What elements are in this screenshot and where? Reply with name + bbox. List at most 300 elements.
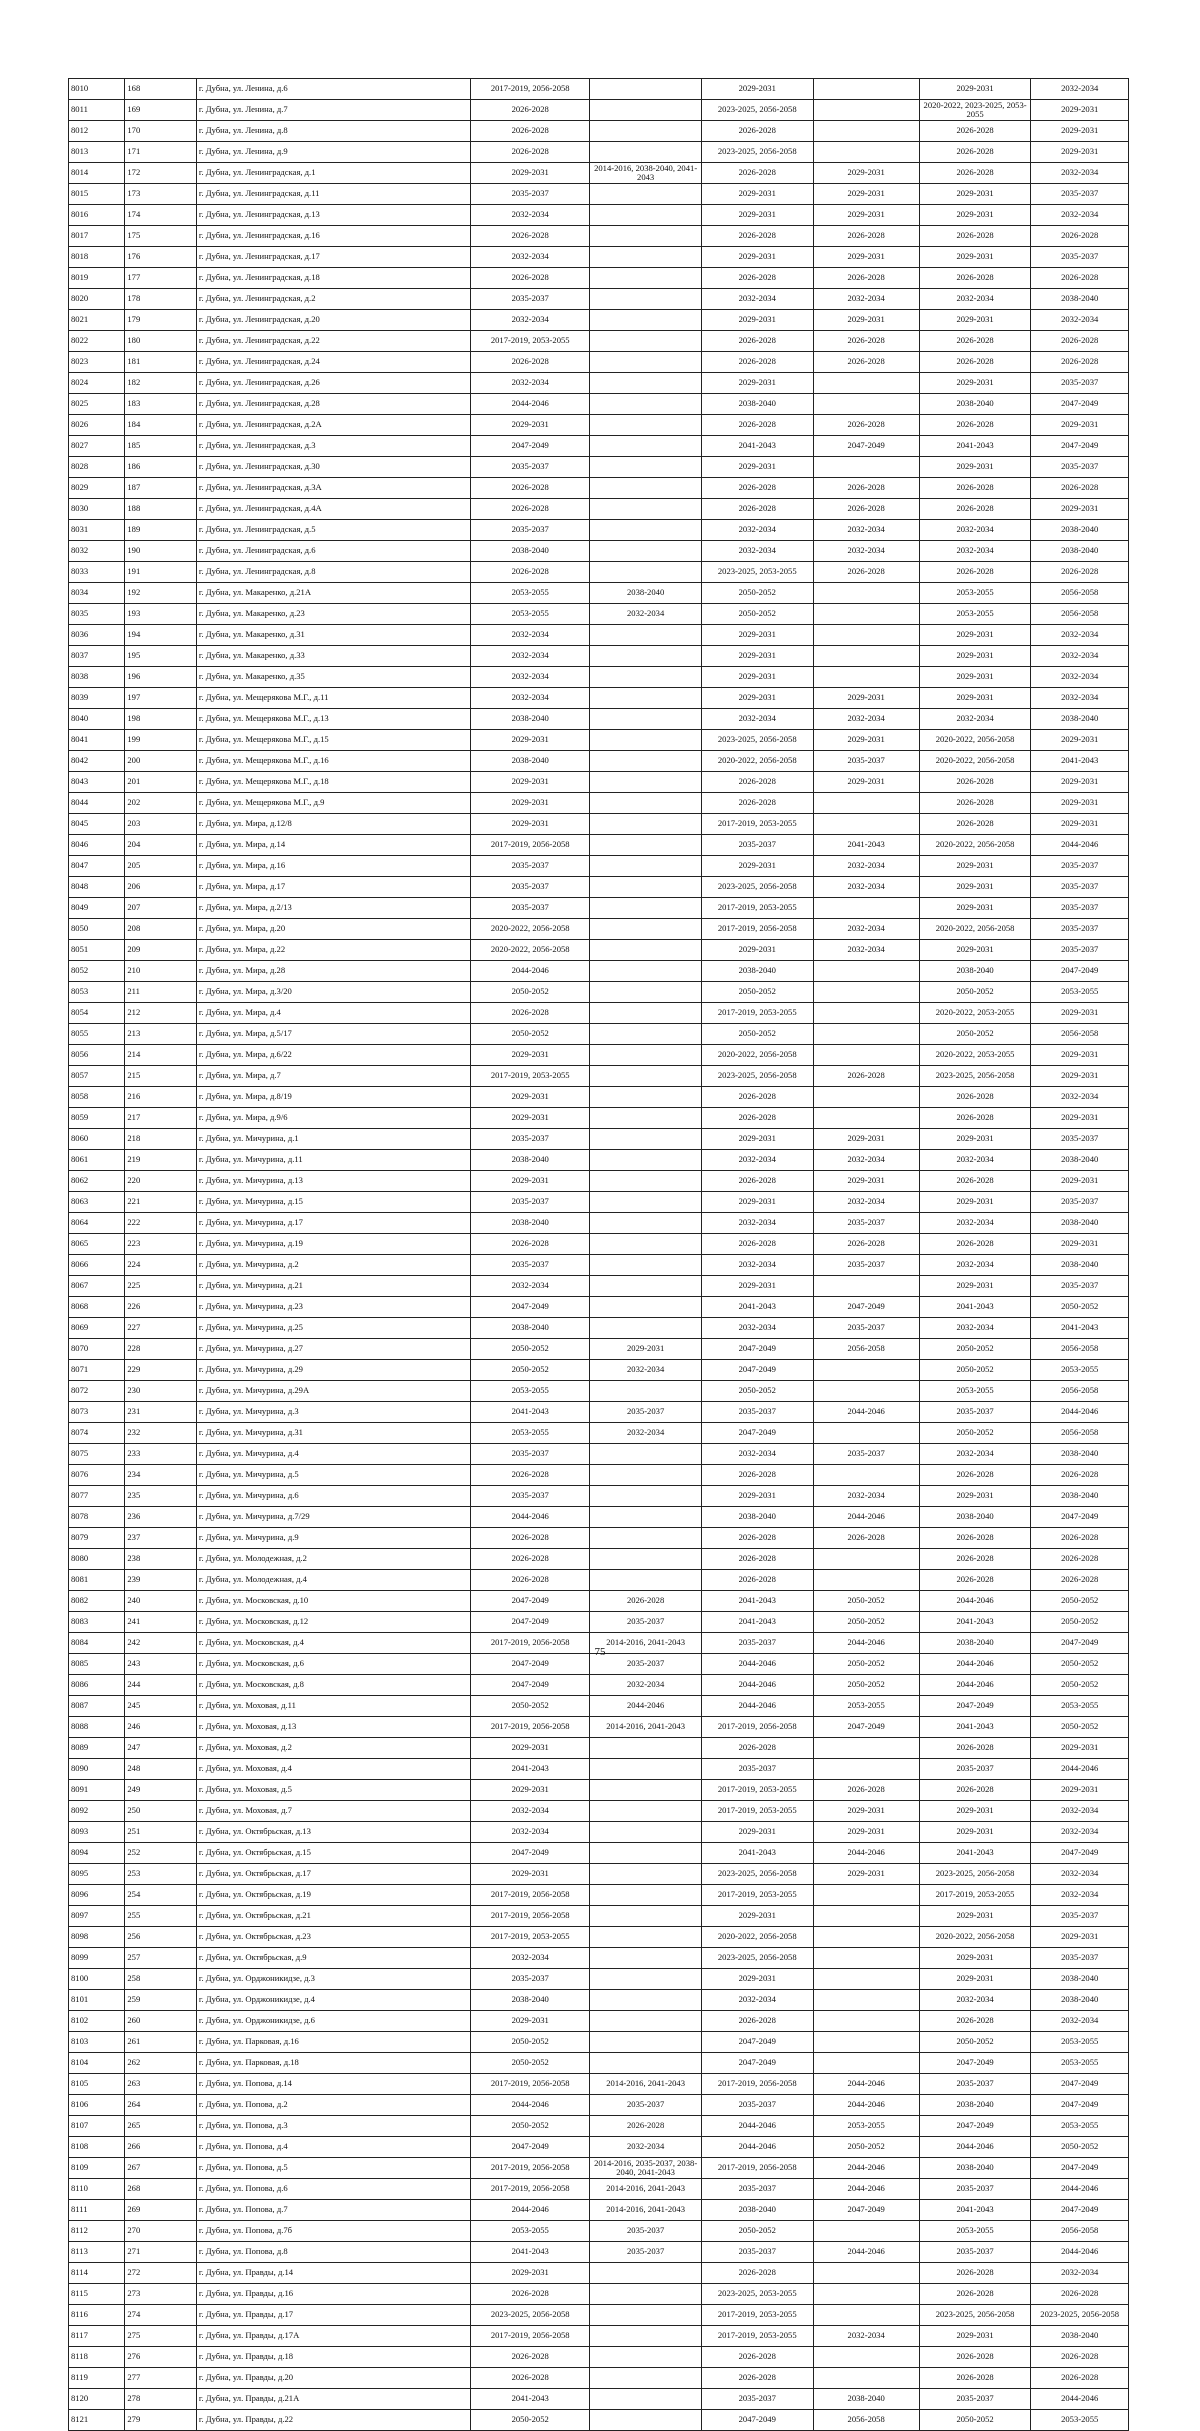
- period-cell-1: 2047-2049: [471, 1654, 590, 1675]
- period-cell-6: 2050-2052: [1031, 1591, 1129, 1612]
- row-id-cell: 8054: [69, 1003, 125, 1024]
- period-cell-3: 2026-2028: [701, 352, 813, 373]
- address-cell: г. Дубна, ул. Ленинградская, д.4А: [196, 499, 470, 520]
- period-cell-5: 2029-2031: [919, 1192, 1031, 1213]
- number-cell: 205: [125, 856, 197, 877]
- period-cell-3: 2035-2037: [701, 2389, 813, 2410]
- period-cell-4: 2026-2028: [813, 1066, 919, 1087]
- number-cell: 187: [125, 478, 197, 499]
- period-cell-3: 2029-2031: [701, 688, 813, 709]
- period-cell-3: 2026-2028: [701, 331, 813, 352]
- address-cell: г. Дубна, ул. Ленинградская, д.20: [196, 310, 470, 331]
- period-cell-5: 2029-2031: [919, 667, 1031, 688]
- period-cell-3: 2029-2031: [701, 1486, 813, 1507]
- period-cell-2: [590, 667, 702, 688]
- period-cell-3: 2029-2031: [701, 667, 813, 688]
- period-cell-3: 2041-2043: [701, 1297, 813, 1318]
- period-cell-5: 2026-2028: [919, 226, 1031, 247]
- number-cell: 192: [125, 583, 197, 604]
- row-id-cell: 8020: [69, 289, 125, 310]
- period-cell-4: 2044-2046: [813, 1843, 919, 1864]
- number-cell: 186: [125, 457, 197, 478]
- period-cell-5: 2050-2052: [919, 982, 1031, 1003]
- period-cell-2: [590, 709, 702, 730]
- address-cell: г. Дубна, ул. Ленина, д.6: [196, 79, 470, 100]
- address-cell: г. Дубна, ул. Ленинградская, д.18: [196, 268, 470, 289]
- period-cell-5: 2020-2022, 2056-2058: [919, 1927, 1031, 1948]
- period-cell-1: 2044-2046: [471, 1507, 590, 1528]
- period-cell-1: 2035-2037: [471, 457, 590, 478]
- table-row: [69, 709, 1129, 730]
- period-cell-1: 2044-2046: [471, 394, 590, 415]
- period-cell-6: 2026-2028: [1031, 1528, 1129, 1549]
- period-cell-6: 2026-2028: [1031, 352, 1129, 373]
- period-cell-1: 2026-2028: [471, 1234, 590, 1255]
- period-cell-4: 2047-2049: [813, 436, 919, 457]
- period-cell-2: [590, 1003, 702, 1024]
- period-cell-6: 2038-2040: [1031, 541, 1129, 562]
- table-row: [69, 2263, 1129, 2284]
- table-row: [69, 1003, 1129, 1024]
- row-id-cell: 8059: [69, 1108, 125, 1129]
- period-cell-4: [813, 1087, 919, 1108]
- row-id-cell: 8026: [69, 415, 125, 436]
- period-cell-6: 2032-2034: [1031, 1822, 1129, 1843]
- table-row: [69, 2095, 1129, 2116]
- period-cell-1: 2035-2037: [471, 184, 590, 205]
- row-id-cell: 8042: [69, 751, 125, 772]
- period-cell-4: 2035-2037: [813, 751, 919, 772]
- period-cell-3: 2026-2028: [701, 268, 813, 289]
- period-cell-5: 2029-2031: [919, 1906, 1031, 1927]
- number-cell: 188: [125, 499, 197, 520]
- period-cell-5: 2020-2022, 2056-2058: [919, 751, 1031, 772]
- table-row: [69, 961, 1129, 982]
- period-cell-6: 2038-2040: [1031, 1213, 1129, 1234]
- table-row: [69, 289, 1129, 310]
- period-cell-1: 2050-2052: [471, 2032, 590, 2053]
- number-cell: 240: [125, 1591, 197, 1612]
- row-id-cell: 8078: [69, 1507, 125, 1528]
- period-cell-5: 2029-2031: [919, 1276, 1031, 1297]
- table-row: [69, 1843, 1129, 1864]
- period-cell-5: 2026-2028: [919, 1528, 1031, 1549]
- period-cell-2: [590, 2368, 702, 2389]
- row-id-cell: 8074: [69, 1423, 125, 1444]
- period-cell-5: 2029-2031: [919, 1969, 1031, 1990]
- address-cell: г. Дубна, ул. Ленинградская, д.6: [196, 541, 470, 562]
- row-id-cell: 8099: [69, 1948, 125, 1969]
- number-cell: 225: [125, 1276, 197, 1297]
- address-cell: г. Дубна, ул. Мира, д.3/20: [196, 982, 470, 1003]
- address-cell: г. Дубна, ул. Моховая, д.13: [196, 1717, 470, 1738]
- period-cell-2: [590, 310, 702, 331]
- row-id-cell: 8077: [69, 1486, 125, 1507]
- table-row: [69, 1885, 1129, 1906]
- table-row: [69, 1990, 1129, 2011]
- row-id-cell: 8071: [69, 1360, 125, 1381]
- period-cell-3: 2017-2019, 2053-2055: [701, 898, 813, 919]
- period-cell-3: 2017-2019, 2056-2058: [701, 2158, 813, 2179]
- number-cell: 197: [125, 688, 197, 709]
- address-cell: г. Дубна, ул. Макаренко, д.31: [196, 625, 470, 646]
- period-cell-4: [813, 2032, 919, 2053]
- table-row: [69, 1066, 1129, 1087]
- period-cell-3: 2044-2046: [701, 2137, 813, 2158]
- period-cell-6: 2038-2040: [1031, 1255, 1129, 1276]
- period-cell-3: 2038-2040: [701, 394, 813, 415]
- row-id-cell: 8120: [69, 2389, 125, 2410]
- period-cell-1: 2026-2028: [471, 1528, 590, 1549]
- number-cell: 232: [125, 1423, 197, 1444]
- number-cell: 248: [125, 1759, 197, 1780]
- period-cell-2: [590, 730, 702, 751]
- period-cell-6: 2047-2049: [1031, 1633, 1129, 1654]
- number-cell: 212: [125, 1003, 197, 1024]
- table-row: [69, 457, 1129, 478]
- address-cell: г. Дубна, ул. Молодежная, д.4: [196, 1570, 470, 1591]
- number-cell: 268: [125, 2179, 197, 2200]
- table-row: [69, 1822, 1129, 1843]
- table-row: [69, 1402, 1129, 1423]
- period-cell-6: 2044-2046: [1031, 2179, 1129, 2200]
- period-cell-6: 2026-2028: [1031, 2347, 1129, 2368]
- period-cell-4: [813, 2263, 919, 2284]
- address-cell: г. Дубна, ул. Мичурина, д.15: [196, 1192, 470, 1213]
- address-cell: г. Дубна, ул. Московская, д.6: [196, 1654, 470, 1675]
- period-cell-5: 2032-2034: [919, 520, 1031, 541]
- period-cell-6: 2029-2031: [1031, 730, 1129, 751]
- period-cell-4: 2029-2031: [813, 247, 919, 268]
- period-cell-3: 2050-2052: [701, 2221, 813, 2242]
- table-row: [69, 331, 1129, 352]
- period-cell-3: 2023-2025, 2056-2058: [701, 730, 813, 751]
- period-cell-3: 2041-2043: [701, 1843, 813, 1864]
- row-id-cell: 8106: [69, 2095, 125, 2116]
- period-cell-4: [813, 2347, 919, 2368]
- address-cell: г. Дубна, ул. Мичурина, д.25: [196, 1318, 470, 1339]
- period-cell-1: 2029-2031: [471, 772, 590, 793]
- period-cell-1: 2026-2028: [471, 2368, 590, 2389]
- address-cell: г. Дубна, ул. Мещерякова М.Г., д.15: [196, 730, 470, 751]
- period-cell-2: [590, 940, 702, 961]
- period-cell-1: 2035-2037: [471, 877, 590, 898]
- number-cell: 184: [125, 415, 197, 436]
- period-cell-1: 2032-2034: [471, 205, 590, 226]
- period-cell-6: 2029-2031: [1031, 100, 1129, 121]
- period-cell-3: 2047-2049: [701, 2032, 813, 2053]
- period-cell-5: 2044-2046: [919, 1591, 1031, 1612]
- row-id-cell: 8104: [69, 2053, 125, 2074]
- period-cell-3: 2044-2046: [701, 1675, 813, 1696]
- table-row: [69, 2347, 1129, 2368]
- period-cell-6: 2044-2046: [1031, 1402, 1129, 1423]
- period-cell-4: 2026-2028: [813, 562, 919, 583]
- row-id-cell: 8103: [69, 2032, 125, 2053]
- period-cell-6: 2038-2040: [1031, 2326, 1129, 2347]
- row-id-cell: 8066: [69, 1255, 125, 1276]
- period-cell-2: [590, 877, 702, 898]
- table-row: [69, 1381, 1129, 1402]
- period-cell-5: 2026-2028: [919, 1087, 1031, 1108]
- period-cell-5: 2035-2037: [919, 2242, 1031, 2263]
- address-cell: г. Дубна, ул. Правды, д.17: [196, 2305, 470, 2326]
- period-cell-4: [813, 814, 919, 835]
- period-cell-1: 2017-2019, 2056-2058: [471, 1633, 590, 1654]
- period-cell-4: 2029-2031: [813, 1801, 919, 1822]
- table-row: [69, 1339, 1129, 1360]
- period-cell-2: [590, 499, 702, 520]
- table-row: [69, 856, 1129, 877]
- period-cell-4: [813, 1360, 919, 1381]
- period-cell-3: 2023-2025, 2056-2058: [701, 100, 813, 121]
- period-cell-6: 2035-2037: [1031, 247, 1129, 268]
- period-cell-1: 2038-2040: [471, 1213, 590, 1234]
- period-cell-1: 2032-2034: [471, 1948, 590, 1969]
- address-cell: г. Дубна, ул. Мичурина, д.31: [196, 1423, 470, 1444]
- table-row: [69, 1864, 1129, 1885]
- address-cell: г. Дубна, ул. Мира, д.8/19: [196, 1087, 470, 1108]
- period-cell-1: 2029-2031: [471, 2263, 590, 2284]
- row-id-cell: 8010: [69, 79, 125, 100]
- number-cell: 200: [125, 751, 197, 772]
- period-cell-1: 2035-2037: [471, 1969, 590, 1990]
- row-id-cell: 8085: [69, 1654, 125, 1675]
- period-cell-1: 2017-2019, 2053-2055: [471, 1927, 590, 1948]
- address-cell: г. Дубна, ул. Попова, д.4: [196, 2137, 470, 2158]
- period-cell-2: [590, 1444, 702, 1465]
- row-id-cell: 8048: [69, 877, 125, 898]
- row-id-cell: 8044: [69, 793, 125, 814]
- period-cell-4: [813, 1990, 919, 2011]
- row-id-cell: 8073: [69, 1402, 125, 1423]
- period-cell-5: 2026-2028: [919, 1234, 1031, 1255]
- table-row: [69, 2200, 1129, 2221]
- row-id-cell: 8089: [69, 1738, 125, 1759]
- period-cell-1: 2029-2031: [471, 814, 590, 835]
- period-cell-4: [813, 100, 919, 121]
- period-cell-1: 2032-2034: [471, 310, 590, 331]
- period-cell-2: 2014-2016, 2041-2043: [590, 1717, 702, 1738]
- address-cell: г. Дубна, ул. Мичурина, д.29А: [196, 1381, 470, 1402]
- period-cell-5: 2023-2025, 2056-2058: [919, 2305, 1031, 2326]
- period-cell-4: 2032-2034: [813, 919, 919, 940]
- number-cell: 271: [125, 2242, 197, 2263]
- table-row: [69, 1255, 1129, 1276]
- period-cell-5: 2026-2028: [919, 2263, 1031, 2284]
- period-cell-4: [813, 1423, 919, 1444]
- period-cell-6: 2050-2052: [1031, 1612, 1129, 1633]
- period-cell-4: 2032-2034: [813, 2326, 919, 2347]
- table-row: [69, 163, 1129, 184]
- period-cell-3: 2026-2028: [701, 2347, 813, 2368]
- row-id-cell: 8070: [69, 1339, 125, 1360]
- number-cell: 189: [125, 520, 197, 541]
- period-cell-2: [590, 121, 702, 142]
- table-row: [69, 1759, 1129, 1780]
- row-id-cell: 8083: [69, 1612, 125, 1633]
- number-cell: 266: [125, 2137, 197, 2158]
- period-cell-1: 2038-2040: [471, 709, 590, 730]
- period-cell-6: 2044-2046: [1031, 2389, 1129, 2410]
- table-row: [69, 2326, 1129, 2347]
- period-cell-5: 2038-2040: [919, 1507, 1031, 1528]
- period-cell-5: 2029-2031: [919, 625, 1031, 646]
- period-cell-2: [590, 1990, 702, 2011]
- table-row: [69, 1276, 1129, 1297]
- period-cell-2: [590, 520, 702, 541]
- period-cell-4: 2029-2031: [813, 1171, 919, 1192]
- period-cell-5: 2026-2028: [919, 1171, 1031, 1192]
- row-id-cell: 8090: [69, 1759, 125, 1780]
- period-cell-5: 2029-2031: [919, 1948, 1031, 1969]
- period-cell-5: 2026-2028: [919, 793, 1031, 814]
- period-cell-6: 2032-2034: [1031, 1087, 1129, 1108]
- number-cell: 261: [125, 2032, 197, 2053]
- table-row: [69, 646, 1129, 667]
- table-row: [69, 478, 1129, 499]
- address-cell: г. Дубна, ул. Мира, д.17: [196, 877, 470, 898]
- number-cell: 278: [125, 2389, 197, 2410]
- number-cell: 178: [125, 289, 197, 310]
- address-cell: г. Дубна, ул. Попова, д.6: [196, 2179, 470, 2200]
- period-cell-1: 2041-2043: [471, 1759, 590, 1780]
- table-row: [69, 835, 1129, 856]
- period-cell-4: 2032-2034: [813, 289, 919, 310]
- table-row: [69, 604, 1129, 625]
- address-cell: г. Дубна, ул. Мира, д.20: [196, 919, 470, 940]
- period-cell-4: 2032-2034: [813, 541, 919, 562]
- period-cell-4: 2044-2046: [813, 1402, 919, 1423]
- period-cell-3: 2035-2037: [701, 1633, 813, 1654]
- period-cell-6: 2056-2058: [1031, 2221, 1129, 2242]
- period-cell-4: [813, 1003, 919, 1024]
- period-cell-3: 2020-2022, 2056-2058: [701, 1927, 813, 1948]
- period-cell-4: [813, 1024, 919, 1045]
- period-cell-1: 2044-2046: [471, 2200, 590, 2221]
- table-row: [69, 2410, 1129, 2431]
- row-id-cell: 8109: [69, 2158, 125, 2179]
- period-cell-4: [813, 1465, 919, 1486]
- period-cell-2: [590, 79, 702, 100]
- table-row: [69, 2179, 1129, 2200]
- period-cell-6: 2032-2034: [1031, 310, 1129, 331]
- period-cell-5: 2026-2028: [919, 814, 1031, 835]
- period-cell-4: 2050-2052: [813, 1675, 919, 1696]
- period-cell-2: 2029-2031: [590, 1339, 702, 1360]
- number-cell: 230: [125, 1381, 197, 1402]
- period-cell-2: [590, 1297, 702, 1318]
- address-cell: г. Дубна, ул. Ленинградская, д.16: [196, 226, 470, 247]
- period-cell-3: 2026-2028: [701, 1528, 813, 1549]
- row-id-cell: 8015: [69, 184, 125, 205]
- number-cell: 260: [125, 2011, 197, 2032]
- period-cell-6: 2026-2028: [1031, 331, 1129, 352]
- period-cell-5: 2044-2046: [919, 2137, 1031, 2158]
- period-cell-5: 2026-2028: [919, 268, 1031, 289]
- number-cell: 229: [125, 1360, 197, 1381]
- period-cell-4: [813, 1759, 919, 1780]
- address-cell: г. Дубна, ул. Мичурина, д.3: [196, 1402, 470, 1423]
- period-cell-3: 2029-2031: [701, 1276, 813, 1297]
- period-cell-1: 2029-2031: [471, 1738, 590, 1759]
- period-cell-6: 2023-2025, 2056-2058: [1031, 2305, 1129, 2326]
- period-cell-4: 2044-2046: [813, 2158, 919, 2179]
- period-cell-5: 2032-2034: [919, 289, 1031, 310]
- row-id-cell: 8081: [69, 1570, 125, 1591]
- number-cell: 247: [125, 1738, 197, 1759]
- period-cell-2: [590, 1864, 702, 1885]
- number-cell: 183: [125, 394, 197, 415]
- address-cell: г. Дубна, ул. Ленина, д.8: [196, 121, 470, 142]
- table-row: [69, 793, 1129, 814]
- period-cell-4: [813, 457, 919, 478]
- period-cell-2: [590, 1087, 702, 1108]
- table-row: [69, 982, 1129, 1003]
- row-id-cell: 8057: [69, 1066, 125, 1087]
- address-cell: г. Дубна, ул. Ленинградская, д.1: [196, 163, 470, 184]
- period-cell-1: 2029-2031: [471, 2011, 590, 2032]
- period-cell-6: 2029-2031: [1031, 793, 1129, 814]
- period-cell-6: 2029-2031: [1031, 415, 1129, 436]
- table-row: [69, 1969, 1129, 1990]
- period-cell-1: 2026-2028: [471, 2347, 590, 2368]
- table-row: [69, 814, 1129, 835]
- address-cell: г. Дубна, ул. Макаренко, д.33: [196, 646, 470, 667]
- period-cell-2: 2035-2037: [590, 2242, 702, 2263]
- table-row: [69, 2116, 1129, 2137]
- table-row: [69, 2053, 1129, 2074]
- number-cell: 265: [125, 2116, 197, 2137]
- table-row: [69, 142, 1129, 163]
- period-cell-2: [590, 1108, 702, 1129]
- period-cell-4: [813, 1108, 919, 1129]
- period-cell-5: 2029-2031: [919, 940, 1031, 961]
- period-cell-6: 2038-2040: [1031, 520, 1129, 541]
- period-cell-1: 2047-2049: [471, 2137, 590, 2158]
- table-row: [69, 625, 1129, 646]
- period-cell-5: 2053-2055: [919, 604, 1031, 625]
- period-cell-6: 2056-2058: [1031, 1024, 1129, 1045]
- period-cell-3: 2032-2034: [701, 1318, 813, 1339]
- period-cell-4: 2026-2028: [813, 415, 919, 436]
- number-cell: 239: [125, 1570, 197, 1591]
- table-row: [69, 1171, 1129, 1192]
- address-cell: г. Дубна, ул. Мира, д.12/8: [196, 814, 470, 835]
- period-cell-2: [590, 352, 702, 373]
- period-cell-4: [813, 625, 919, 646]
- period-cell-5: 2053-2055: [919, 583, 1031, 604]
- period-cell-6: 2032-2034: [1031, 1885, 1129, 1906]
- period-cell-1: 2047-2049: [471, 1843, 590, 1864]
- period-cell-3: 2023-2025, 2056-2058: [701, 142, 813, 163]
- period-cell-3: 2026-2028: [701, 2368, 813, 2389]
- address-cell: г. Дубна, ул. Правды, д.20: [196, 2368, 470, 2389]
- period-cell-2: [590, 1759, 702, 1780]
- period-cell-2: [590, 1885, 702, 1906]
- period-cell-2: 2032-2034: [590, 2137, 702, 2158]
- period-cell-6: 2056-2058: [1031, 583, 1129, 604]
- period-cell-3: 2038-2040: [701, 1507, 813, 1528]
- number-cell: 199: [125, 730, 197, 751]
- period-cell-5: 2053-2055: [919, 1381, 1031, 1402]
- row-id-cell: 8046: [69, 835, 125, 856]
- number-cell: 204: [125, 835, 197, 856]
- period-cell-4: 2047-2049: [813, 1717, 919, 1738]
- address-cell: г. Дубна, ул. Попова, д.14: [196, 2074, 470, 2095]
- table-row: [69, 1444, 1129, 1465]
- period-cell-6: 2035-2037: [1031, 1129, 1129, 1150]
